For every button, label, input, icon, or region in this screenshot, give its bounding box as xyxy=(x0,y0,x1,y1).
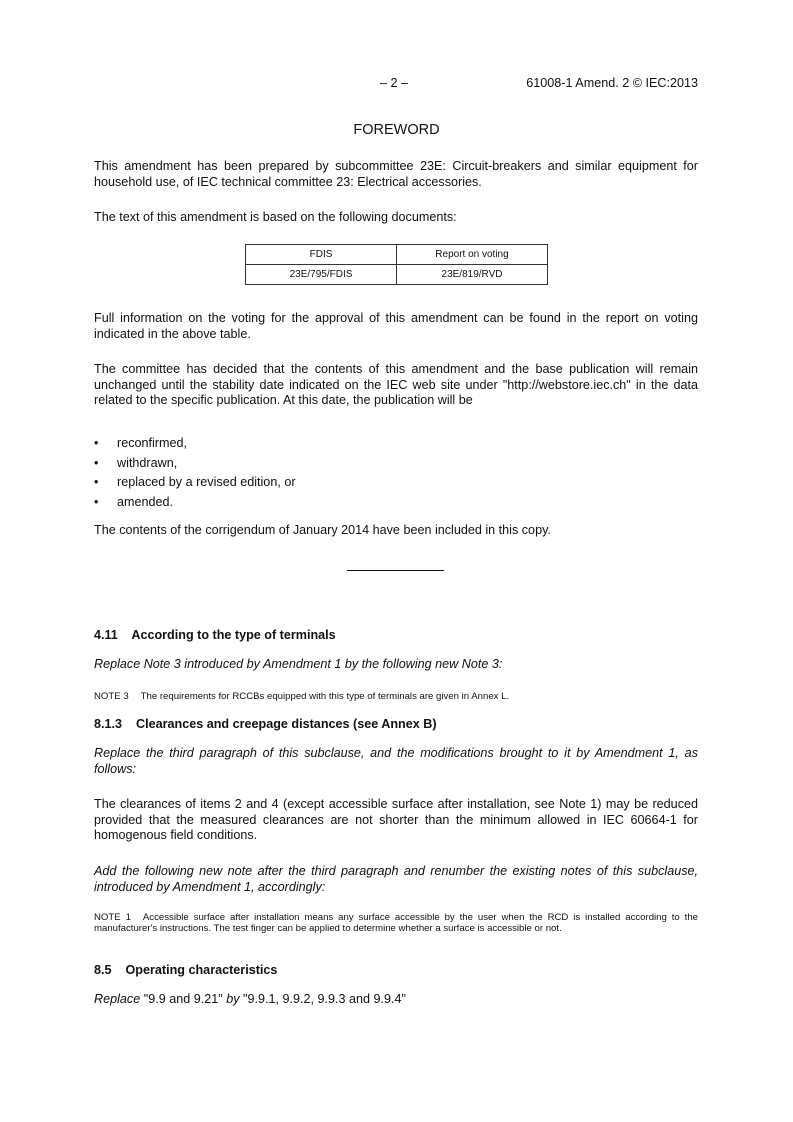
heading-title: Operating characteristics xyxy=(125,963,278,977)
note-3 xyxy=(94,692,698,703)
table-header-row xyxy=(246,245,548,265)
corrigendum-text: The contents of the corrigendum of January 2014 have been included in this copy. xyxy=(94,523,551,537)
heading-title: Clearances and creepage distances (see Annex B) xyxy=(136,717,437,731)
note-text: The requirements for RCCBs equipped with this type of terminals are given in Annex L. xyxy=(140,691,510,702)
heading-4-11 xyxy=(94,628,698,642)
note-label: NOTE 1 xyxy=(94,912,131,923)
list-item xyxy=(94,473,698,493)
list-item xyxy=(94,454,698,474)
based-on-text: The text of this amendment is based on the following documents: xyxy=(94,210,457,224)
table-row xyxy=(246,265,548,285)
heading-title: According to the type of terminals xyxy=(131,628,336,642)
by-word: by xyxy=(226,992,240,1006)
full-info-paragraph: Full information on the voting for the approval of this amendment can be found in the report on voting indicated in the above table. xyxy=(94,311,698,341)
note-1 xyxy=(94,913,698,934)
note-label: NOTE 3 xyxy=(94,691,129,702)
old-reference: "9.9 and 9.21" xyxy=(143,992,223,1006)
bullet-icon: • xyxy=(94,475,99,489)
note-text: Accessible surface after installation means any surface accessible by the user when the RCD is installed according to the manufacturer's instructions. The test finger can be applied to determine whether a surface is accessible or not. xyxy=(94,912,698,934)
committee-paragraph: The committee has decided that the contents of this amendment and the base publication will remain unchanged until the stability date indicated on the IEC web site under "http://webstore.iec.ch" in the data related to the specific publication. At this date, the publication will be xyxy=(94,362,698,408)
list-item-text: withdrawn, xyxy=(117,455,178,470)
document-id: 61008-1 Amend. 2 © IEC:2013 xyxy=(526,76,698,90)
new-reference: "9.9.1, 9.9.2, 9.9.3 and 9.9.4" xyxy=(243,992,407,1006)
bullet-icon: • xyxy=(94,455,99,470)
replace-instruction-8-5 xyxy=(94,992,698,1008)
instruction-add-note: Add the following new note after the third paragraph and renumber the existing notes of this subclause, introduced by Amendment 1, accordingly: xyxy=(94,864,698,894)
list-item xyxy=(94,493,698,513)
foreword-intro: This amendment has been prepared by subcommittee 23E: Circuit-breakers and similar equipment for household use, of IEC technical committee 23: Electrical accessories. xyxy=(94,159,698,189)
list-item-text: reconfirmed, xyxy=(117,436,187,450)
table-header-cell: FDIS xyxy=(246,245,397,265)
table-cell: 23E/819/RVD xyxy=(397,265,548,285)
foreword-title: FOREWORD xyxy=(353,122,440,138)
heading-8-5 xyxy=(94,963,698,977)
table-header-cell: Report on voting xyxy=(397,245,548,265)
list-item-text: replaced by a revised edition, or xyxy=(117,475,296,489)
list-item-text: amended. xyxy=(117,494,174,509)
heading-8-1-3 xyxy=(94,717,698,731)
list-item xyxy=(94,434,698,454)
bullet-icon: • xyxy=(94,494,99,509)
bullet-list xyxy=(94,434,698,512)
instruction-4-11: Replace Note 3 introduced by Amendment 1 by the following new Note 3: xyxy=(94,657,503,671)
clearances-paragraph: The clearances of items 2 and 4 (except accessible surface after installation, see Note 1) may be reduced provided that the measured clearances are not shorter than the minimum allowed in IEC 60664-1 for homogenous field conditions. xyxy=(94,797,698,843)
voting-table xyxy=(245,244,548,285)
heading-number: 4.11 xyxy=(94,628,118,642)
instruction-8-1-3: Replace the third paragraph of this subclause, and the modifications brought to it by Amendment 1, as follows: xyxy=(94,746,698,776)
section-divider xyxy=(347,570,444,571)
bullet-icon: • xyxy=(94,436,99,450)
table-cell: 23E/795/FDIS xyxy=(246,265,397,285)
heading-number: 8.1.3 xyxy=(94,717,123,731)
page-number: – 2 – xyxy=(379,76,408,90)
replace-word: Replace xyxy=(94,992,141,1006)
heading-number: 8.5 xyxy=(94,963,112,977)
